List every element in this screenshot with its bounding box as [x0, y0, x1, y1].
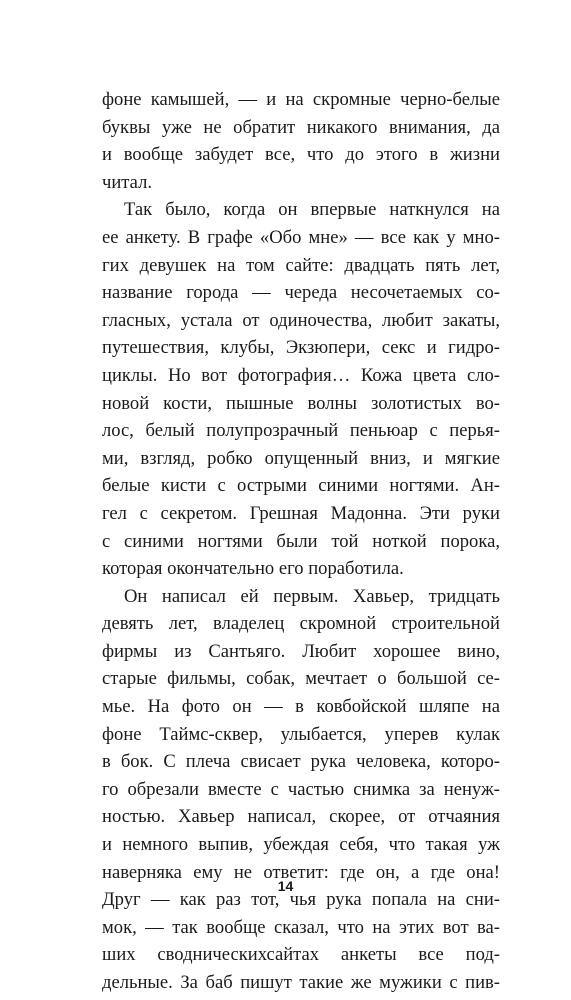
text-line: гих девушек на том сайте: двадцать пять лет,: [102, 254, 500, 276]
text-line: ших сводническихсайтах анкеты все под-: [102, 944, 500, 966]
text-line: дельные. За баб пишут такие же мужики с пив-: [102, 972, 500, 993]
text-line: мье. На фото он — в ковбойской шляпе на: [102, 696, 500, 718]
text-line: белые кисти с острыми синими ногтями. Ан-: [102, 475, 500, 497]
text-line: ностью. Хавьер написал, скорее, от отчаяния: [102, 806, 500, 828]
text-line: название города — череда несочетаемых со-: [102, 282, 500, 304]
text-line: го обрезали вместе с частью снимка за ненуж-: [102, 778, 500, 800]
text-line: фоне камышей, — и на скромные черно-белые: [102, 89, 500, 110]
text-line: Он написал ей первым. Хавьер, тридцать: [124, 585, 500, 607]
text-line: и немного выпив, убеждая себя, что такая уж: [102, 834, 500, 856]
text-line: путешествия, клубы, Экзюпери, секс и гидро-: [102, 337, 500, 359]
text-line: с синими ногтями были той ноткой порока,: [102, 530, 500, 552]
text-line: фоне Таймс-сквер, улыбается, уперев кулак: [102, 723, 500, 745]
text-line: мок, — так вообще сказал, что на этих вот ва-: [102, 916, 500, 938]
text-line: и вообще забудет все, что до этого в жизни: [102, 144, 500, 166]
text-line: новой кости, пышные волны золотистых во-: [102, 392, 500, 414]
body-text: [102, 86, 500, 997]
text-line: Так было, когда он впервые наткнулся на: [124, 199, 500, 221]
text-line: буквы уже не обратит никакого внимания, да: [102, 116, 500, 138]
text-line: в бок. С плеча свисает рука человека, которо-: [102, 751, 500, 773]
text-line: циклы. Но вот фотография… Кожа цвета сло-: [102, 364, 500, 386]
text-line: гел с секретом. Грешная Мадонна. Эти руки: [102, 502, 500, 524]
text-line: наверняка ему не ответит: где он, а где она!: [102, 861, 500, 883]
text-line: старые фильмы, собак, мечтает о большой се-: [102, 668, 500, 690]
text-line: фирмы из Сантьяго. Любит хорошее вино,: [102, 640, 500, 662]
text-line: Друг — как раз тот, чья рука попала на сни-: [102, 889, 500, 911]
text-line: ее анкету. В графе «Обо мне» — все как у мно-: [102, 226, 500, 248]
text-line: лос, белый полупрозрачный пеньюар с перья-: [102, 420, 500, 442]
text-line: гласных, устала от одиночества, любит закаты,: [102, 309, 500, 331]
page-number: 14: [277, 878, 294, 894]
text-line: девять лет, владелец скромной строительной: [102, 613, 500, 635]
text-line: ми, взгляд, робко опущенный вниз, и мягкие: [102, 447, 500, 469]
text-line: которая окончательно его поработила.: [102, 558, 404, 580]
text-line: читал.: [102, 171, 152, 193]
